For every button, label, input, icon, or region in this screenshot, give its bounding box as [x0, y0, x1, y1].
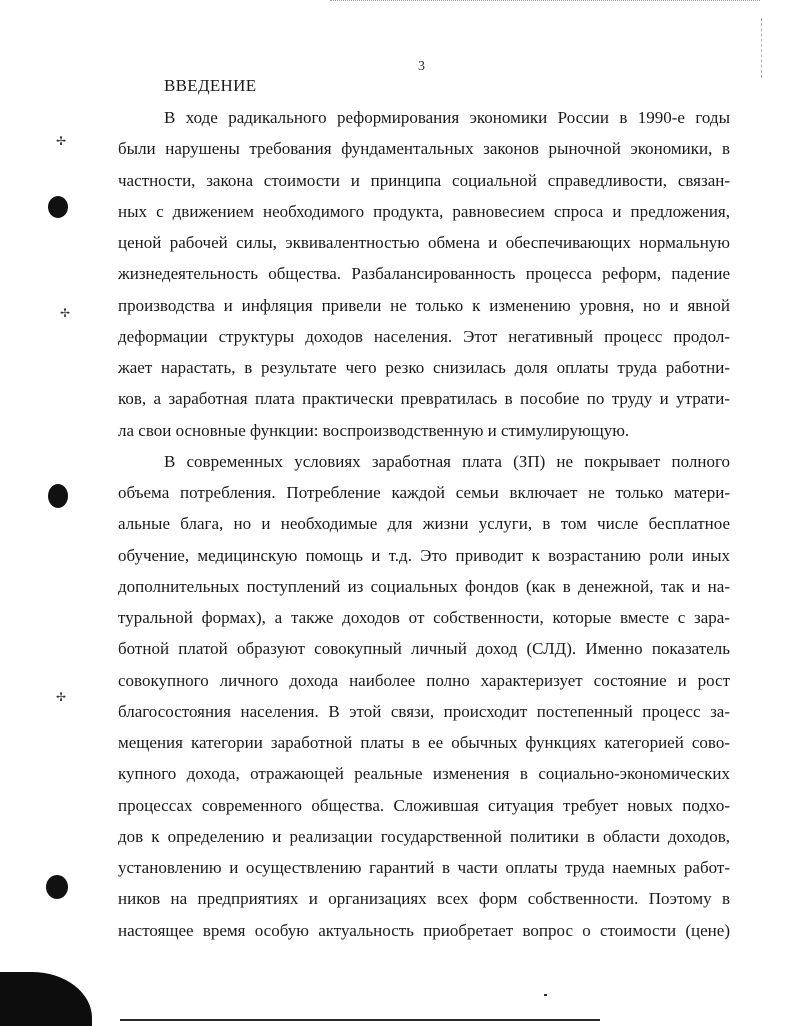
scan-edge-bottom [120, 1019, 600, 1021]
text-line: жизнедеятельность общества. Разбалансированность процесса реформ, падение [118, 264, 730, 283]
text-line: мещения категории заработной платы в ее обычных функциях категорией сово- [118, 733, 730, 752]
scan-speck: ✢ [56, 690, 67, 704]
text-line: деформации структуры доходов населения. Этот негативный процесс продол- [118, 327, 730, 346]
text-line: жает нарастать, в результате чего резко снизилась доля оплаты труда работни- [118, 358, 730, 377]
scan-edge-right [761, 18, 762, 78]
text-line: купного дохода, отражающей реальные изменения в социально-экономических [118, 764, 730, 783]
text-line: ков, а заработная плата практически превратилась в пособие по труду и утрати- [118, 389, 730, 408]
punch-hole [46, 875, 68, 899]
text-line: ников на предприятиях и организациях всех форм собственности. Поэтому в [118, 889, 730, 908]
text-line: обучение, медицинскую помощь и т.д. Это приводит к возрастанию роли иных [118, 546, 730, 565]
text-line: В ходе радикального реформирования экономики России в 1990-е годы [164, 108, 730, 127]
text-line: настоящее время особую актуальность приобретает вопрос о стоимости (цене) [118, 921, 730, 940]
scan-speck: ✢ [60, 306, 71, 320]
text-line: туральной формах), а также доходов от собственности, которые вместе с зара- [118, 608, 730, 627]
text-line: ботной платой образуют совокупный личный доход (СЛД). Именно показатель [118, 639, 730, 658]
text-line: частности, закона стоимости и принципа социальной справедливости, связан- [118, 171, 730, 190]
text-line: процессах современного общества. Сложившая ситуация требует новых подхо- [118, 796, 730, 815]
text-line: дополнительных поступлений из социальных фондов (как в денежной, так и на- [118, 577, 730, 596]
text-line: объема потребления. Потребление каждой семьи включает не только матери- [118, 483, 730, 502]
scan-speck: ✢ [56, 134, 67, 148]
scan-speck [544, 994, 547, 996]
text-line: производства и инфляция привели не только к изменению уровня, но и явной [118, 296, 730, 315]
punch-hole [48, 484, 68, 508]
text-line: установлению и осуществлению гарантий в части оплаты труда наемных работ- [118, 858, 730, 877]
section-title: ВВЕДЕНИЕ [164, 76, 257, 95]
text-line: ценой рабочей силы, эквивалентностью обмена и обеспечивающих нормальную [118, 233, 730, 252]
text-line: дов к определению и реализации государственной политики в области доходов, [118, 827, 730, 846]
page-number: 3 [418, 59, 425, 74]
text-line: ла свои основные функции: воспроизводственную и стимулирующую. [118, 421, 630, 440]
scan-ink-blot [0, 972, 92, 1026]
text-line: благосостояния населения. В этой связи, происходит постепенный процесс за- [118, 702, 730, 721]
text-line: альные блага, но и необходимые для жизни услуги, в том числе бесплатное [118, 514, 730, 533]
text-line: В современных условиях заработная плата (ЗП) не покрывает полного [164, 452, 730, 471]
text-line: совокупного личного дохода наиболее полно характеризует состояние и рост [118, 671, 730, 690]
text-line: были нарушены требования фундаментальных законов рыночной экономики, в [118, 139, 730, 158]
text-line: ных с движением необходимого продукта, равновесием спроса и предложения, [118, 202, 730, 221]
scan-edge-top [330, 0, 760, 4]
punch-hole [48, 196, 68, 218]
